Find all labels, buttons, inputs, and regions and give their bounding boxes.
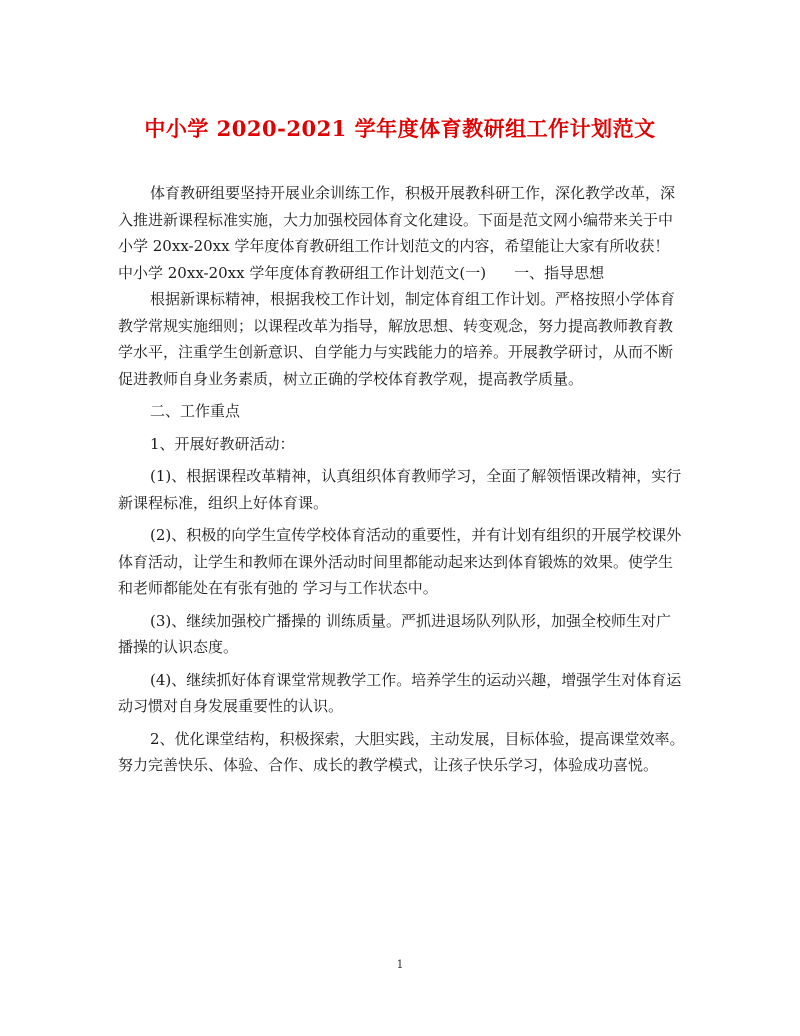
sub-item-4: (4)、继续抓好体育课堂常规教学工作。培养学生的运动兴趣，增强学生对体育运动习惯对自身发展重要性的认识。 <box>118 670 682 715</box>
heading-work-focus: 二、工作重点 <box>150 402 241 420</box>
section-title: 中小学 20xx-20xx 学年度体育教研组工作计划范文(一) <box>118 263 487 282</box>
page-number: 1 <box>396 958 404 971</box>
document-title: 中小学 2020-2021 学年度体育教研组工作计划范文 <box>144 116 656 141</box>
section-title-line <box>118 260 686 287</box>
sub-item-1: (1)、根据课程改革精神，认真组织体育教师学习，全面了解领悟课改精神，实行新课程标准，组织上好体育课。 <box>118 467 682 512</box>
sub-item-3: (3)、继续加强校广播操的 训练质量。严抓进退场队列队形，加强全校师生对广播操的认识态度。 <box>118 611 672 656</box>
intro-paragraph: 体育教研组要坚持开展业余训练工作，积极开展教科研工作，深化教学改革，深入推进新课程标准实施，大力加强校园体育文化建设。下面是范文网小编带来关于中小学 20xx-20xx 学年度体育教研组工作计划范文的内容，希望能让大家有所收获！ <box>118 184 676 255</box>
document-body <box>118 180 686 779</box>
item-1: 1、开展好教研活动： <box>150 434 295 453</box>
item-2: 2、优化课堂结构，积极探索，大胆实践，主动发展，目标体验，提高课堂效率。努力完善快乐、体验、合作、成长的教学模式，让孩子快乐学习，体验成功喜悦。 <box>118 729 685 774</box>
sub-item-2: (2)、积极的向学生宣传学校体育活动的重要性，并有计划有组织的开展学校课外体育活动，让学生和教师在课外活动时间里都能动起来达到体育锻炼的效果。使学生和老师都能处在有张有弛的 学习与工作状态中。 <box>118 526 682 597</box>
guiding-thought-paragraph: 根据新课标精神，根据我校工作计划，制定体育组工作计划。严格按照小学体育教学常规实施细则；以课程改革为指导，解放思想、转变观念，努力提高教师教育教学水平，注重学生创新意识、自学能力与实践能力的培养。开展教学研讨，从而不断促进教师自身业务素质，树立正确的学校体育教学观，提高教学质量。 <box>118 290 676 388</box>
heading-guiding-thought: 一、指导思想 <box>514 263 605 282</box>
